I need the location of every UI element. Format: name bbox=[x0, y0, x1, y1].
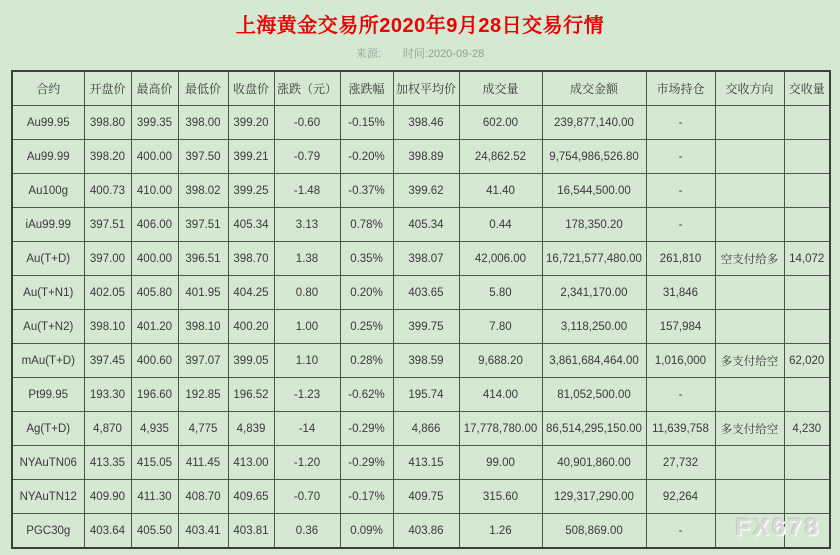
table-cell: 315.60 bbox=[459, 480, 542, 514]
table-cell: 4,230 bbox=[784, 412, 830, 446]
table-cell: 398.46 bbox=[393, 106, 459, 140]
table-cell: 397.51 bbox=[84, 208, 131, 242]
table-cell bbox=[784, 480, 830, 514]
table-cell: 413.15 bbox=[393, 446, 459, 480]
table-cell bbox=[715, 174, 784, 208]
table-cell: 0.35% bbox=[340, 242, 393, 276]
table-cell bbox=[784, 208, 830, 242]
table-cell: 403.41 bbox=[178, 514, 228, 549]
table-cell: 401.95 bbox=[178, 276, 228, 310]
table-cell: 399.25 bbox=[228, 174, 274, 208]
table-cell: -0.62% bbox=[340, 378, 393, 412]
table-cell: 178,350.20 bbox=[542, 208, 646, 242]
table-cell: 196.60 bbox=[131, 378, 178, 412]
table-cell: 399.21 bbox=[228, 140, 274, 174]
table-cell: 398.00 bbox=[178, 106, 228, 140]
table-cell: 99.00 bbox=[459, 446, 542, 480]
column-header: 交收方向 bbox=[715, 71, 784, 106]
table-cell: 空支付给多 bbox=[715, 242, 784, 276]
table-cell: 402.05 bbox=[84, 276, 131, 310]
table-cell: - bbox=[646, 514, 715, 549]
contract-cell: mAu(T+D) bbox=[12, 344, 84, 378]
table-row bbox=[12, 514, 830, 549]
table-cell: 403.64 bbox=[84, 514, 131, 549]
column-header: 最高价 bbox=[131, 71, 178, 106]
table-cell: 192.85 bbox=[178, 378, 228, 412]
contract-cell: Pt99.95 bbox=[12, 378, 84, 412]
table-cell: 4,775 bbox=[178, 412, 228, 446]
table-row bbox=[12, 140, 830, 174]
table-cell: 157,984 bbox=[646, 310, 715, 344]
table-cell: 399.05 bbox=[228, 344, 274, 378]
table-cell bbox=[784, 446, 830, 480]
table-cell: 399.35 bbox=[131, 106, 178, 140]
table-cell: 411.45 bbox=[178, 446, 228, 480]
table-cell: 14,072 bbox=[784, 242, 830, 276]
page-title: 上海黄金交易所2020年9月28日交易行情 bbox=[235, 15, 605, 37]
table-cell: 403.86 bbox=[393, 514, 459, 549]
table-cell: 3,861,684,464.00 bbox=[542, 344, 646, 378]
table-cell: 0.28% bbox=[340, 344, 393, 378]
table-cell: 408.70 bbox=[178, 480, 228, 514]
table-cell: -0.79 bbox=[274, 140, 340, 174]
table-cell bbox=[715, 106, 784, 140]
table-cell: 413.00 bbox=[228, 446, 274, 480]
contract-cell: Au(T+D) bbox=[12, 242, 84, 276]
column-header: 涨跌（元） bbox=[274, 71, 340, 106]
table-cell: 16,544,500.00 bbox=[542, 174, 646, 208]
table-cell bbox=[784, 310, 830, 344]
table-cell: 405.80 bbox=[131, 276, 178, 310]
table-row bbox=[12, 242, 830, 276]
table-cell: 9,754,986,526.80 bbox=[542, 140, 646, 174]
table-cell: 31,846 bbox=[646, 276, 715, 310]
contract-cell: Au(T+N2) bbox=[12, 310, 84, 344]
table-cell: 0.78% bbox=[340, 208, 393, 242]
table-cell: 405.50 bbox=[131, 514, 178, 549]
header-row bbox=[12, 71, 830, 106]
column-header: 成交金额 bbox=[542, 71, 646, 106]
contract-cell: NYAuTN12 bbox=[12, 480, 84, 514]
table-row bbox=[12, 446, 830, 480]
contract-cell: PGC30g bbox=[12, 514, 84, 549]
table-cell: -1.48 bbox=[274, 174, 340, 208]
contract-cell: Au99.99 bbox=[12, 140, 84, 174]
table-cell: -0.60 bbox=[274, 106, 340, 140]
table-cell: -0.17% bbox=[340, 480, 393, 514]
table-cell: 414.00 bbox=[459, 378, 542, 412]
table-cell: 3,118,250.00 bbox=[542, 310, 646, 344]
column-header: 加权平均价 bbox=[393, 71, 459, 106]
quotes-table bbox=[11, 70, 831, 549]
table-cell: -1.23 bbox=[274, 378, 340, 412]
table-cell: - bbox=[646, 174, 715, 208]
column-header: 涨跌幅 bbox=[340, 71, 393, 106]
table-cell: 397.50 bbox=[178, 140, 228, 174]
table-cell: 400.20 bbox=[228, 310, 274, 344]
table-cell: 0.09% bbox=[340, 514, 393, 549]
table-cell: 400.00 bbox=[131, 242, 178, 276]
table-cell bbox=[715, 310, 784, 344]
column-header: 最低价 bbox=[178, 71, 228, 106]
table-cell: 397.00 bbox=[84, 242, 131, 276]
column-header: 交收量 bbox=[784, 71, 830, 106]
table-cell: -1.20 bbox=[274, 446, 340, 480]
table-cell: -0.70 bbox=[274, 480, 340, 514]
table-cell: 24,862.52 bbox=[459, 140, 542, 174]
table-cell: 397.45 bbox=[84, 344, 131, 378]
table-cell: 92,264 bbox=[646, 480, 715, 514]
table-cell: 401.20 bbox=[131, 310, 178, 344]
table-cell: 5.80 bbox=[459, 276, 542, 310]
table-row bbox=[12, 106, 830, 140]
table-cell: 399.62 bbox=[393, 174, 459, 208]
table-cell bbox=[784, 378, 830, 412]
table-cell: 16,721,577,480.00 bbox=[542, 242, 646, 276]
table-cell: - bbox=[646, 140, 715, 174]
table-cell: 27,732 bbox=[646, 446, 715, 480]
table-cell: 409.90 bbox=[84, 480, 131, 514]
table-cell bbox=[715, 514, 784, 549]
table-cell: 403.81 bbox=[228, 514, 274, 549]
table-cell bbox=[715, 208, 784, 242]
table-cell: 415.05 bbox=[131, 446, 178, 480]
table-cell bbox=[784, 276, 830, 310]
table-cell: 196.52 bbox=[228, 378, 274, 412]
table-cell: 9,688.20 bbox=[459, 344, 542, 378]
table-cell: 400.60 bbox=[131, 344, 178, 378]
table-cell: 398.59 bbox=[393, 344, 459, 378]
table-cell: 40,901,860.00 bbox=[542, 446, 646, 480]
contract-cell: Au100g bbox=[12, 174, 84, 208]
table-cell: 405.34 bbox=[393, 208, 459, 242]
column-header: 合约 bbox=[12, 71, 84, 106]
table-cell: 1.10 bbox=[274, 344, 340, 378]
table-cell bbox=[784, 514, 830, 549]
table-cell: 4,839 bbox=[228, 412, 274, 446]
table-cell: 41.40 bbox=[459, 174, 542, 208]
column-header: 收盘价 bbox=[228, 71, 274, 106]
table-cell bbox=[784, 106, 830, 140]
table-cell: 413.35 bbox=[84, 446, 131, 480]
contract-cell: Ag(T+D) bbox=[12, 412, 84, 446]
table-cell: 86,514,295,150.00 bbox=[542, 412, 646, 446]
column-header: 市场持仓 bbox=[646, 71, 715, 106]
table-cell: 0.20% bbox=[340, 276, 393, 310]
table-cell: 0.25% bbox=[340, 310, 393, 344]
table-cell bbox=[715, 276, 784, 310]
table-cell: 398.07 bbox=[393, 242, 459, 276]
table-cell: 261,810 bbox=[646, 242, 715, 276]
table-row bbox=[12, 208, 830, 242]
table-cell: 409.75 bbox=[393, 480, 459, 514]
table-cell: 398.02 bbox=[178, 174, 228, 208]
table-cell: 400.73 bbox=[84, 174, 131, 208]
contract-cell: Au99.95 bbox=[12, 106, 84, 140]
table-cell: 398.10 bbox=[84, 310, 131, 344]
table-cell bbox=[715, 480, 784, 514]
table-cell bbox=[784, 174, 830, 208]
table-cell: 81,052,500.00 bbox=[542, 378, 646, 412]
table-cell: 1.26 bbox=[459, 514, 542, 549]
table-cell: 1.00 bbox=[274, 310, 340, 344]
contract-cell: Au(T+N1) bbox=[12, 276, 84, 310]
table-cell: 195.74 bbox=[393, 378, 459, 412]
column-header: 开盘价 bbox=[84, 71, 131, 106]
table-cell: 4,870 bbox=[84, 412, 131, 446]
table-cell: 399.75 bbox=[393, 310, 459, 344]
table-row bbox=[12, 480, 830, 514]
table-cell: 508,869.00 bbox=[542, 514, 646, 549]
meta-line bbox=[0, 45, 840, 61]
table-cell: 396.51 bbox=[178, 242, 228, 276]
table-row bbox=[12, 344, 830, 378]
table-cell: 398.10 bbox=[178, 310, 228, 344]
table-cell: 406.00 bbox=[131, 208, 178, 242]
table-cell: 3.13 bbox=[274, 208, 340, 242]
column-header: 成交量 bbox=[459, 71, 542, 106]
table-cell: 1.38 bbox=[274, 242, 340, 276]
table-cell: 602.00 bbox=[459, 106, 542, 140]
table-row bbox=[12, 174, 830, 208]
table-cell: 399.20 bbox=[228, 106, 274, 140]
table-cell: -0.29% bbox=[340, 446, 393, 480]
table-cell bbox=[715, 446, 784, 480]
table-cell: 398.20 bbox=[84, 140, 131, 174]
table-cell: 404.25 bbox=[228, 276, 274, 310]
table-cell: 1,016,000 bbox=[646, 344, 715, 378]
table-cell: 409.65 bbox=[228, 480, 274, 514]
table-cell: 2,341,170.00 bbox=[542, 276, 646, 310]
table-cell: -0.15% bbox=[340, 106, 393, 140]
table-cell: 0.80 bbox=[274, 276, 340, 310]
table-cell: -0.29% bbox=[340, 412, 393, 446]
table-cell: 0.36 bbox=[274, 514, 340, 549]
time-label: 时间:2020-09-28 bbox=[402, 48, 485, 60]
watermark: FX678 bbox=[735, 514, 821, 541]
table-row bbox=[12, 310, 830, 344]
table-cell: -0.37% bbox=[340, 174, 393, 208]
table-row bbox=[12, 276, 830, 310]
table-row bbox=[12, 412, 830, 446]
table-cell: 398.70 bbox=[228, 242, 274, 276]
table-cell: 17,778,780.00 bbox=[459, 412, 542, 446]
table-cell: 398.89 bbox=[393, 140, 459, 174]
contract-cell: iAu99.99 bbox=[12, 208, 84, 242]
source-label: 来源: bbox=[355, 48, 381, 60]
table-cell: 397.07 bbox=[178, 344, 228, 378]
table-cell: 42,006.00 bbox=[459, 242, 542, 276]
table-cell: 239,877,140.00 bbox=[542, 106, 646, 140]
contract-cell: NYAuTN06 bbox=[12, 446, 84, 480]
table-cell: 4,866 bbox=[393, 412, 459, 446]
table-cell: 398.80 bbox=[84, 106, 131, 140]
table-cell: -14 bbox=[274, 412, 340, 446]
table-cell: 62,020 bbox=[784, 344, 830, 378]
table-cell bbox=[715, 378, 784, 412]
table-cell: - bbox=[646, 378, 715, 412]
table-cell bbox=[784, 140, 830, 174]
table-cell: 7.80 bbox=[459, 310, 542, 344]
table-cell: - bbox=[646, 208, 715, 242]
table-cell: 11,639,758 bbox=[646, 412, 715, 446]
table-cell bbox=[715, 140, 784, 174]
table-cell: 410.00 bbox=[131, 174, 178, 208]
table-cell: -0.20% bbox=[340, 140, 393, 174]
table-cell: 403.65 bbox=[393, 276, 459, 310]
table-cell: 400.00 bbox=[131, 140, 178, 174]
table-row bbox=[12, 378, 830, 412]
table-cell: 405.34 bbox=[228, 208, 274, 242]
table-cell: 411.30 bbox=[131, 480, 178, 514]
table-cell: 0.44 bbox=[459, 208, 542, 242]
table-cell: 193.30 bbox=[84, 378, 131, 412]
table-cell: - bbox=[646, 106, 715, 140]
table-cell: 多支付给空 bbox=[715, 412, 784, 446]
table-cell: 多支付给空 bbox=[715, 344, 784, 378]
table-cell: 4,935 bbox=[131, 412, 178, 446]
table-cell: 129,317,290.00 bbox=[542, 480, 646, 514]
table-cell: 397.51 bbox=[178, 208, 228, 242]
